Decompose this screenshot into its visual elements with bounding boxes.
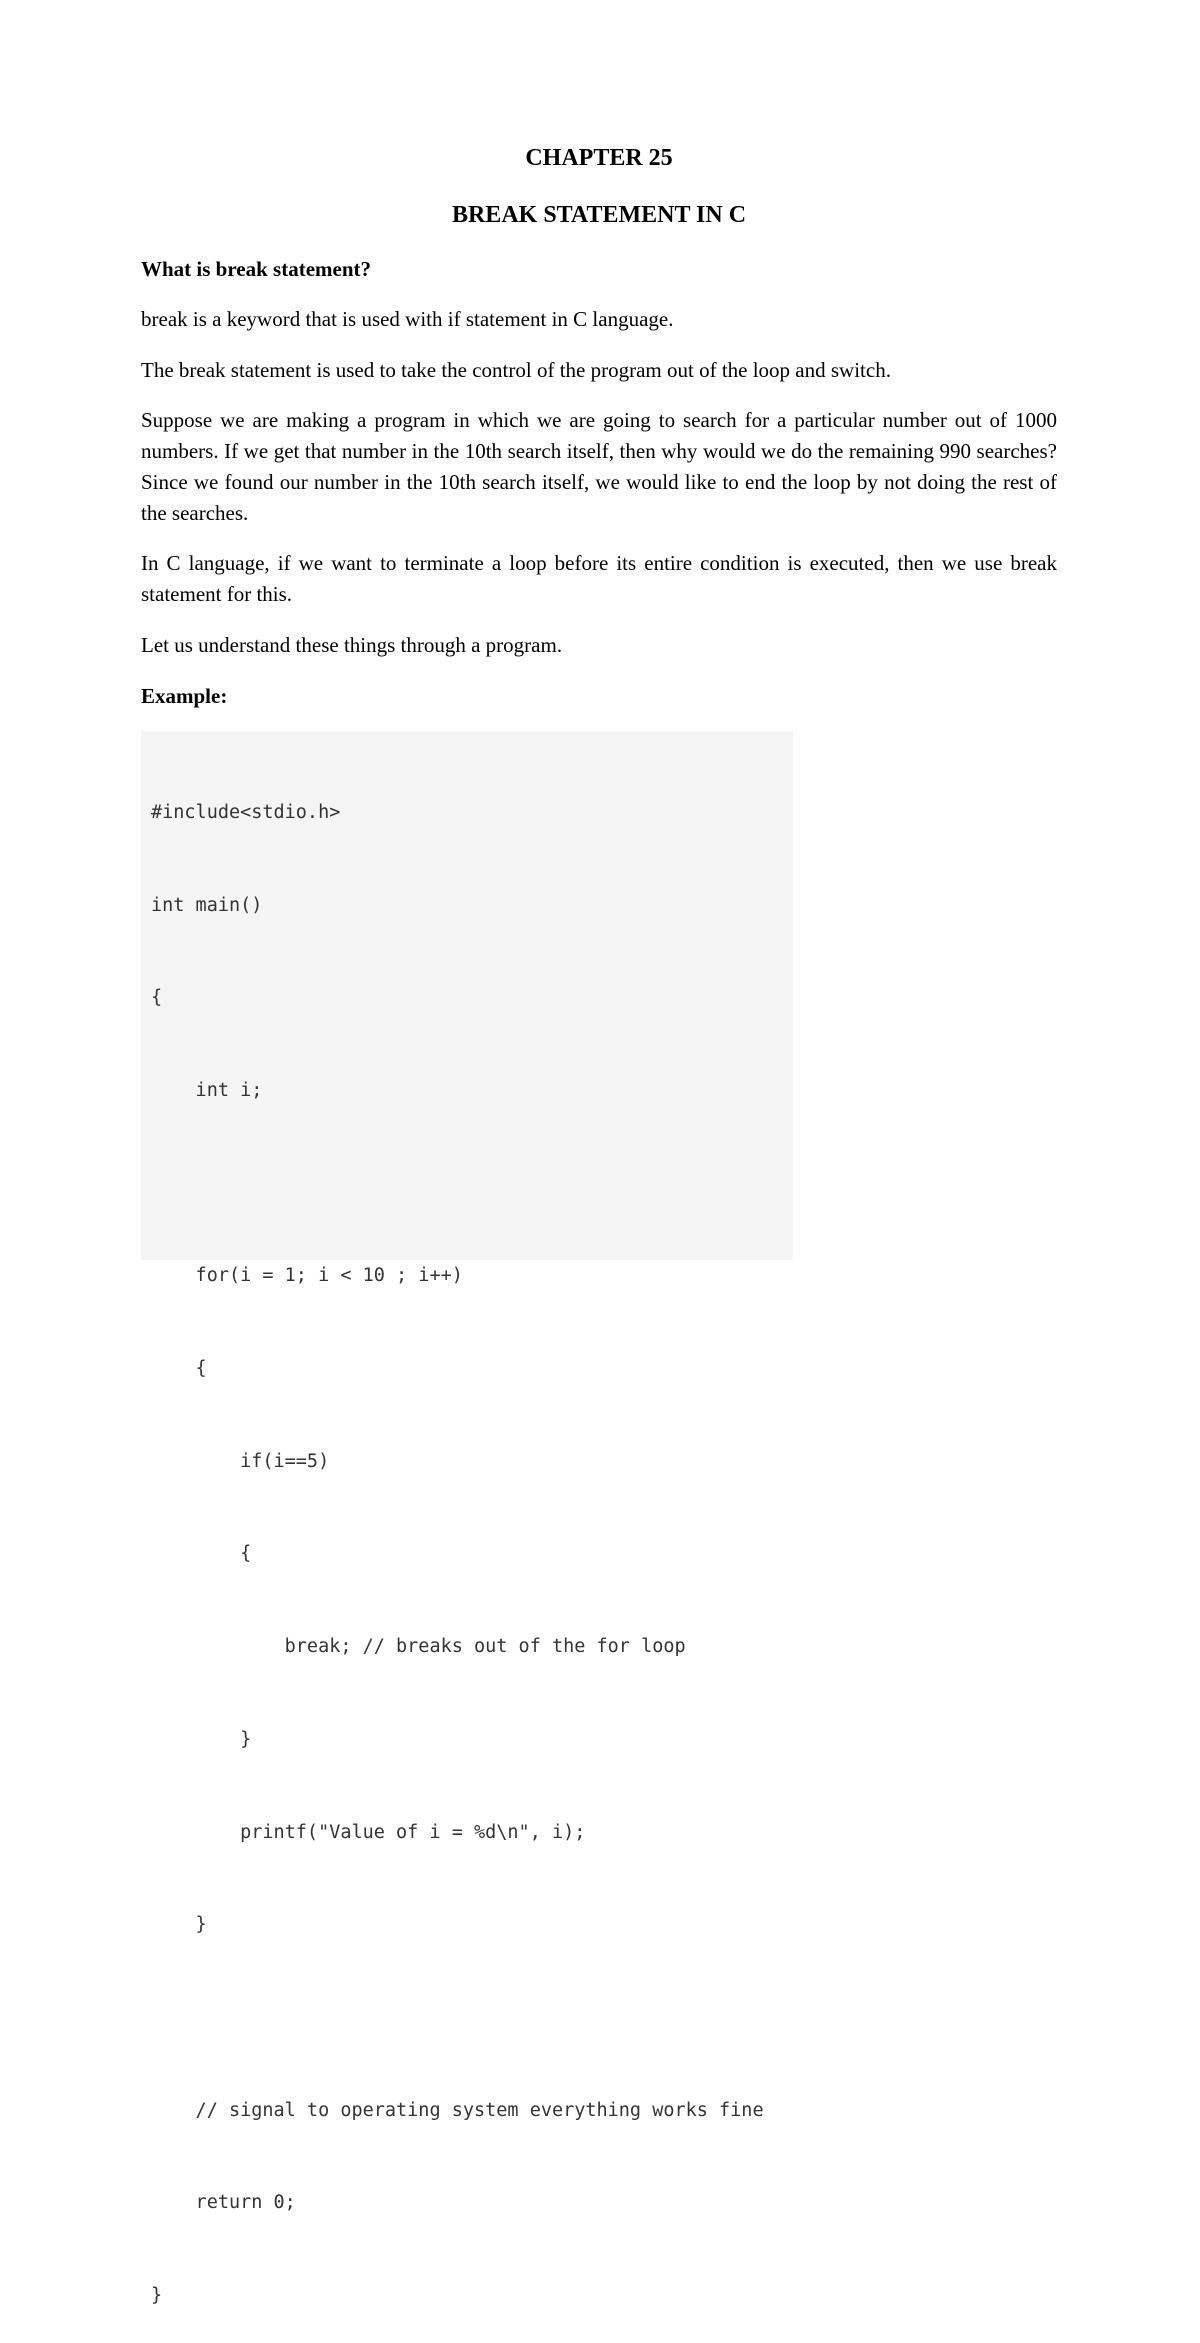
code-line: int main() [151,894,263,916]
code-line: int i; [151,1079,263,1101]
paragraph-keyword: break is a keyword that is used with if statement in C language. [141,307,674,331]
code-line: printf("Value of i = %d\n", i); [151,1821,586,1843]
code-line: for(i = 1; i < 10 ; i++) [151,1265,463,1287]
code-line: #include<stdio.h> [151,801,341,823]
code-line: return 0; [151,2192,296,2214]
code-line: { [151,1358,207,1380]
paragraph-search-example: Suppose we are making a program in which we are going to search for a particular number out of 1000 numbers. If we get that number in the 10th search itself, then why would we do the remaining 990 searches? Since we found our number in the 10th search itself, we would like to end the loop by not doing the rest of the searches. [141,408,1057,525]
code-line: break; // breaks out of the for loop [151,1636,686,1658]
code-line: } [151,1728,252,1750]
question-heading: What is break statement? [141,257,372,281]
code-line: } [151,2285,163,2307]
section-title: BREAK STATEMENT IN C [451,202,747,228]
chapter-title: CHAPTER 25 [525,145,673,171]
paragraph-understand: Let us understand these things through a program. [141,633,563,657]
code-block [141,731,793,2307]
code-line: { [151,1543,252,1565]
code-line [151,2003,793,2034]
code-line: { [151,987,163,1009]
code-line: } [151,1914,207,1936]
code-line: if(i==5) [151,1450,330,1472]
code-line: // signal to operating system everything works fine [151,2099,764,2121]
example-heading: Example: [141,684,228,708]
code-line [151,1169,793,1200]
paragraph-terminate-loop: In C language, if we want to terminate a loop before its entire condition is executed, then we use break statement for this. [141,551,1057,606]
paragraph-control: The break statement is used to take the control of the program out of the loop and switch. [141,358,891,382]
